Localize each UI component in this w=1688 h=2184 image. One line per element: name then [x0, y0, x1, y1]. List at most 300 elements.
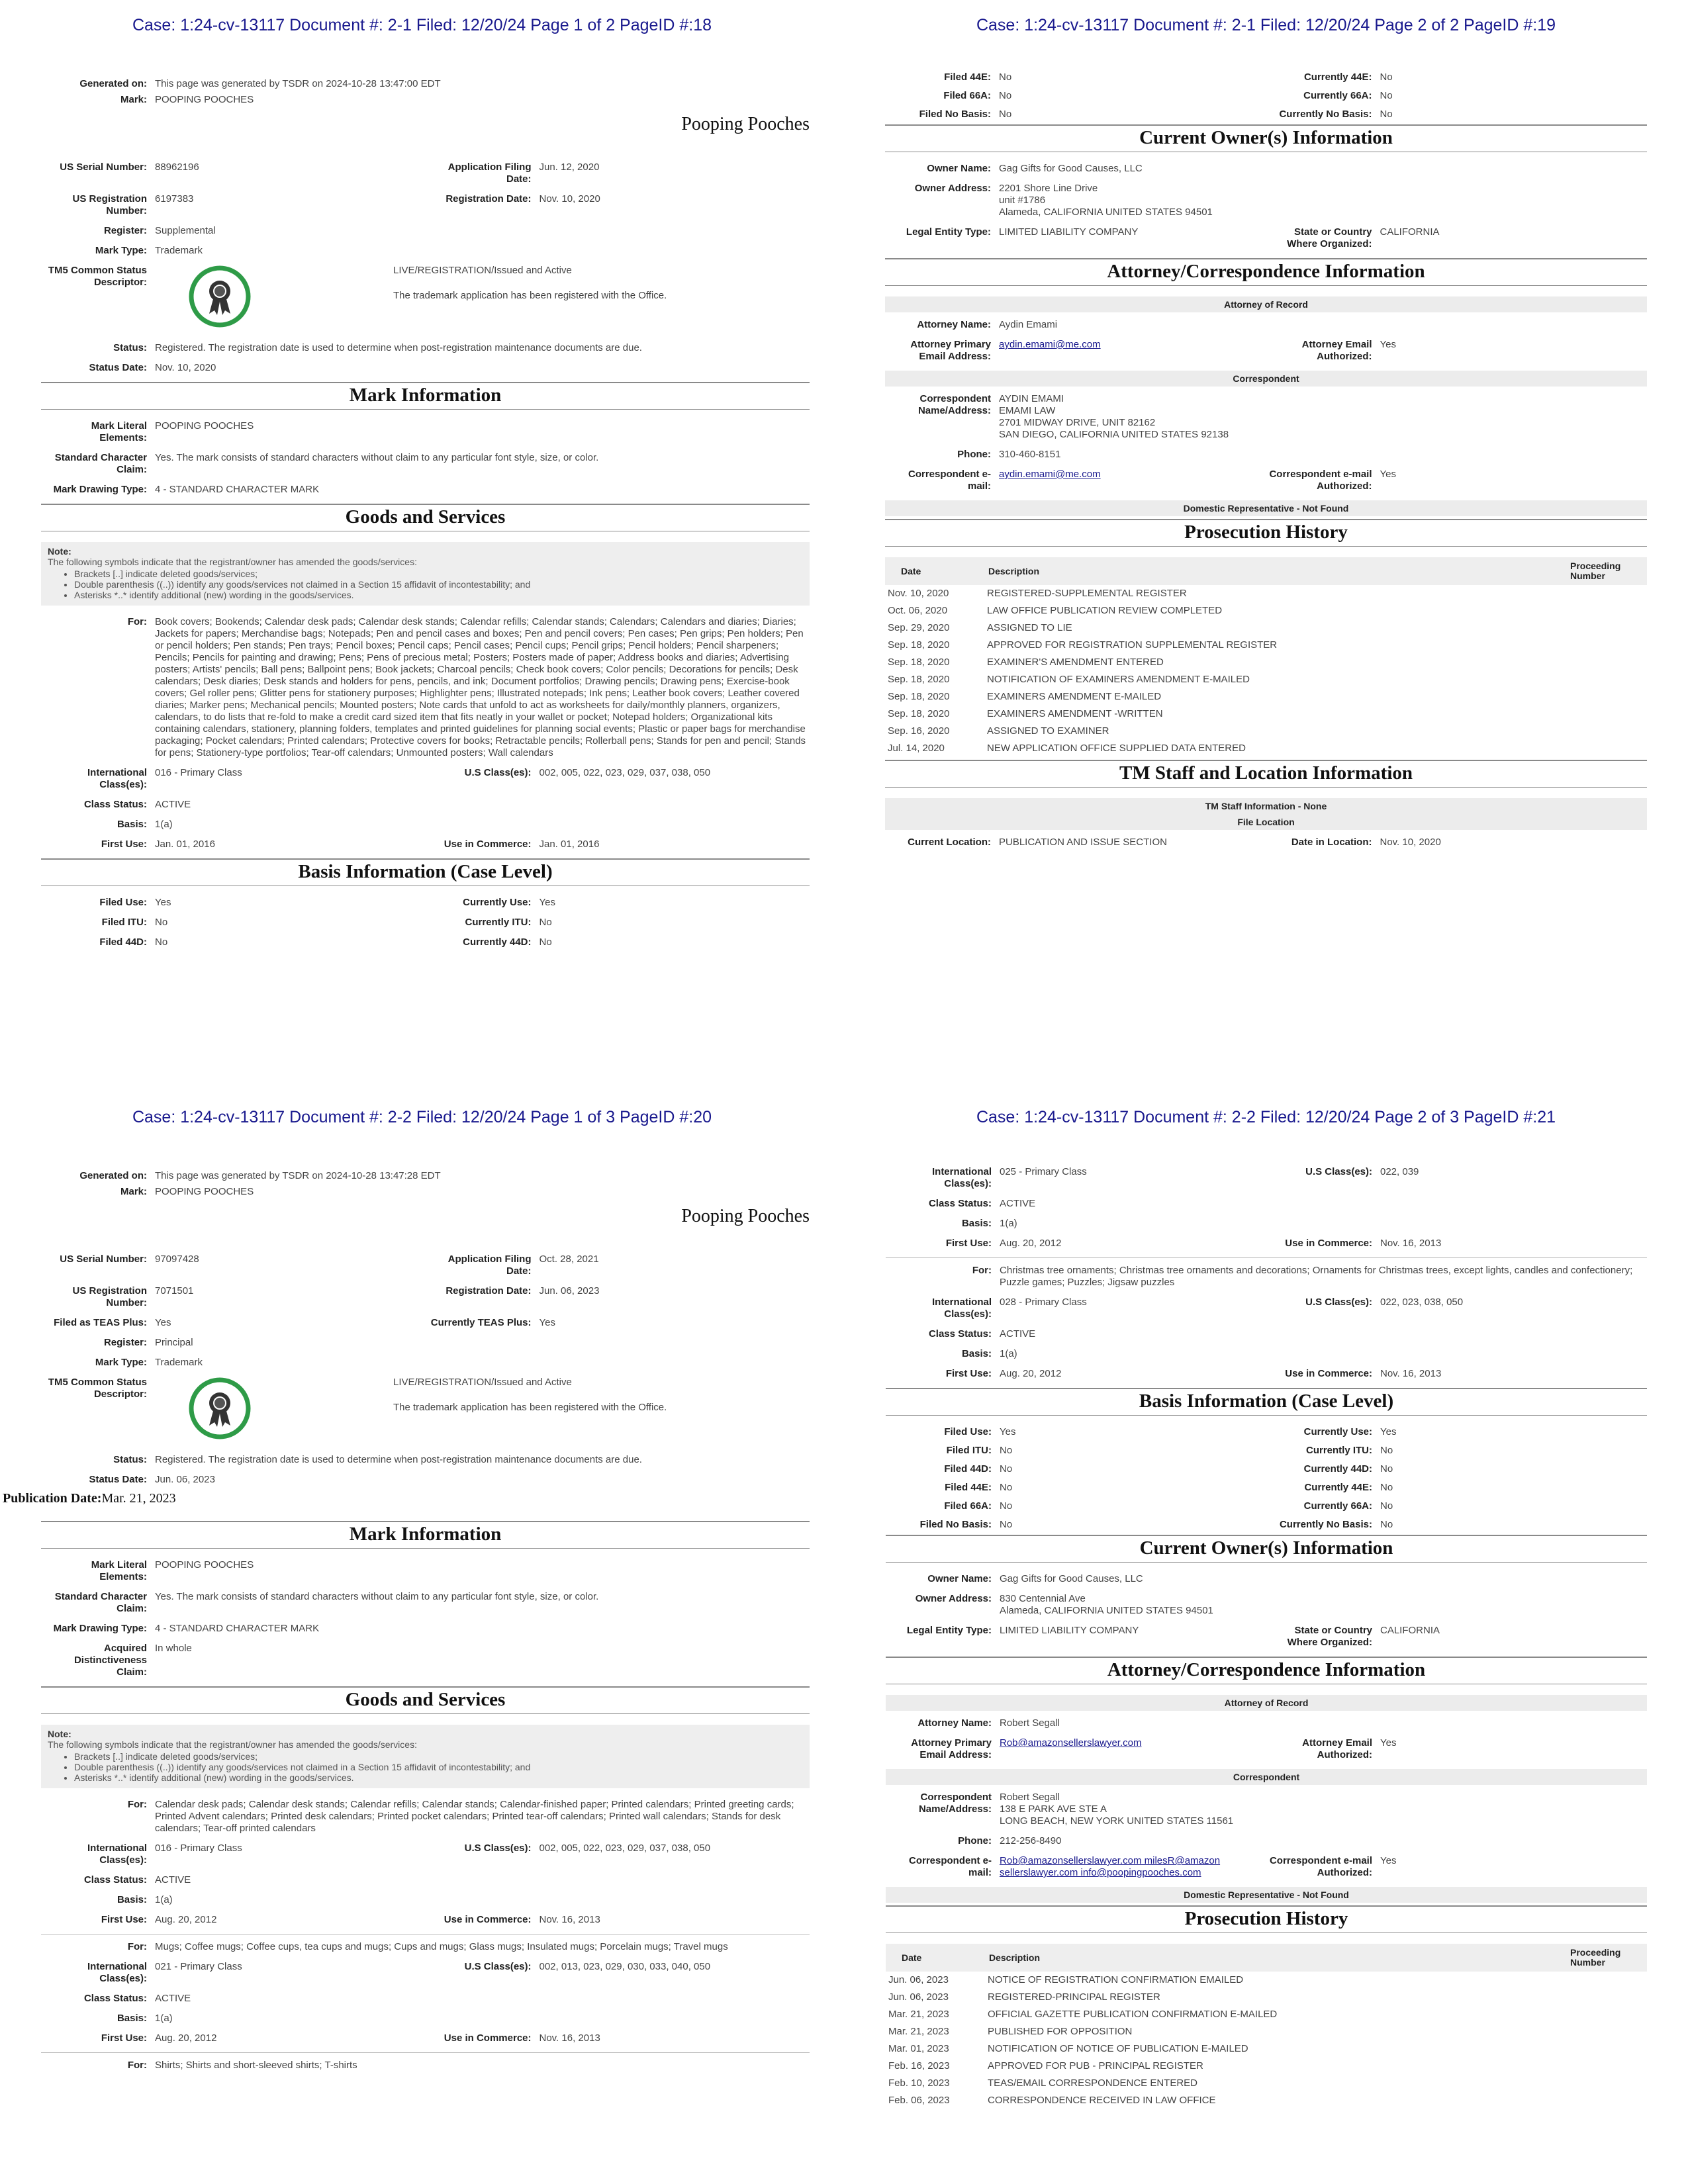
- class-status-value: ACTIVE: [155, 1874, 191, 1886]
- first-use-label: First Use:: [945, 1368, 992, 1379]
- basis-label: Basis:: [117, 819, 147, 830]
- history-proceeding: [1566, 671, 1647, 688]
- correspondent-value: [999, 393, 1647, 441]
- serial-label: US Serial Number:: [60, 1253, 147, 1265]
- filed-44e-value: No: [999, 71, 1012, 83]
- use-commerce-label: Use in Commerce:: [444, 2032, 532, 2044]
- table-row: [886, 1972, 1647, 1989]
- history-description: NOTIFICATION OF NOTICE OF PUBLICATION E-MAILED: [988, 2043, 1248, 2054]
- th-proceeding: Proceeding Number: [1566, 1944, 1647, 1972]
- section-basis-information: Basis Information (Case Level): [886, 1388, 1647, 1416]
- serial-value: 97097428: [155, 1253, 199, 1265]
- state-org-label: State or Country Where Organized:: [1287, 1625, 1372, 1648]
- for-label: For:: [127, 616, 147, 627]
- use-commerce-label: Use in Commerce:: [444, 1914, 532, 1925]
- filing-date-value: Oct. 28, 2021: [539, 1253, 599, 1265]
- filed-nobasis-label: Filed No Basis:: [919, 109, 991, 120]
- owner-address-label: Owner Address:: [914, 183, 991, 194]
- use-commerce-label: Use in Commerce:: [1285, 1368, 1372, 1379]
- mark-type-label: Mark Type:: [95, 1357, 147, 1368]
- reg-number-value: 6197383: [155, 193, 194, 205]
- generated-label: Generated on:: [79, 1170, 147, 1181]
- history-description: NOTICE OF REGISTRATION CONFIRMATION EMAILED: [988, 1974, 1244, 1985]
- tm5-status: LIVE/REGISTRATION/Issued and Active: [393, 1377, 572, 1388]
- table-row: [886, 2058, 1647, 2075]
- history-proceeding: [1566, 637, 1647, 654]
- class-status-value: ACTIVE: [155, 799, 191, 810]
- domestic-rep-bar: Domestic Representative - Not Found: [885, 500, 1647, 516]
- legal-entity-value: LIMITED LIABILITY COMPANY: [999, 226, 1139, 238]
- history-proceeding: [1566, 740, 1647, 757]
- reg-date-value: Jun. 06, 2023: [539, 1285, 600, 1297]
- first-use-label: First Use:: [945, 1238, 992, 1249]
- address-line: Robert Segall: [1000, 1792, 1060, 1803]
- phone-value: 310-460-8151: [999, 449, 1061, 460]
- currently-nobasis-label: Currently No Basis:: [1279, 109, 1372, 120]
- filed-itu-value: No: [155, 917, 168, 928]
- correspondent-bar: Correspondent: [886, 1769, 1647, 1785]
- history-proceeding: [1566, 705, 1647, 723]
- reg-number-label: US Registration Number:: [72, 1285, 147, 1308]
- filing-date-label: Application Filing Date:: [447, 161, 532, 185]
- table-row: [885, 637, 1647, 654]
- for-label: For:: [972, 1265, 992, 1276]
- history-date: Sep. 18, 2020: [888, 657, 950, 668]
- note-title: Note:: [48, 546, 71, 557]
- history-proceeding: [1566, 602, 1647, 619]
- staff-none-bar: TM Staff Information - None: [885, 798, 1647, 814]
- use-commerce-value: Jan. 01, 2016: [539, 839, 600, 850]
- use-commerce-value: Nov. 16, 2013: [539, 2032, 600, 2044]
- tm5-status: LIVE/REGISTRATION/Issued and Active: [393, 265, 572, 276]
- current-location-label: Current Location:: [908, 837, 991, 848]
- note-item: • Asterisks *..* identify additional (new) wording in the goods/services.: [74, 1772, 803, 1783]
- for-label: For:: [127, 2060, 147, 2071]
- currently-44d-value: No: [1380, 1463, 1393, 1475]
- filed-use-label: Filed Use:: [944, 1426, 992, 1437]
- us-class-value: 002, 013, 023, 029, 030, 033, 040, 050: [539, 1961, 711, 1972]
- filed-44d-value: No: [155, 936, 168, 948]
- register-value: Principal: [155, 1337, 193, 1348]
- document-page-4: [844, 1092, 1688, 2184]
- basis-label: Basis:: [117, 1894, 147, 1905]
- history-proceeding: [1566, 2075, 1647, 2092]
- first-use-value: Aug. 20, 2012: [155, 1914, 217, 1925]
- history-proceeding: [1566, 619, 1647, 637]
- attorney-email-auth-value: Yes: [1380, 339, 1396, 350]
- first-use-value: Aug. 20, 2012: [1000, 1238, 1062, 1249]
- note-item: • Brackets [..] indicate deleted goods/services;: [74, 1751, 803, 1762]
- filed-44d-value: No: [1000, 1463, 1013, 1475]
- history-date: Jun. 06, 2023: [888, 1974, 949, 1985]
- tm5-label: TM5 Common Status Descriptor:: [48, 1377, 147, 1400]
- history-description: APPROVED FOR PUB - PRINCIPAL REGISTER: [988, 2060, 1203, 2071]
- use-commerce-value: Nov. 16, 2013: [539, 1914, 600, 1925]
- class-status-label: Class Status:: [83, 1993, 147, 2004]
- mark-type-label: Mark Type:: [95, 245, 147, 256]
- reg-date-value: Nov. 10, 2020: [539, 193, 600, 205]
- history-proceeding: [1566, 585, 1647, 602]
- basis-value: 1(a): [1000, 1218, 1017, 1229]
- mark-literal-label: Mark Literal Elements:: [91, 1559, 147, 1582]
- serial-label: US Serial Number:: [60, 161, 147, 173]
- history-description: EXAMINER'S AMENDMENT ENTERED: [987, 657, 1164, 668]
- current-location-value: PUBLICATION AND ISSUE SECTION: [999, 837, 1167, 848]
- intl-class-value: 025 - Primary Class: [1000, 1166, 1087, 1177]
- first-use-label: First Use:: [101, 1914, 147, 1925]
- address-line: Alameda, CALIFORNIA UNITED STATES 94501: [1000, 1605, 1213, 1616]
- table-row: [885, 619, 1647, 637]
- case-header: Case: 1:24-cv-13117 Document #: 2-2 Filed: 12/20/24 Page 2 of 3 PageID #:21: [976, 1108, 1556, 1126]
- generated-value: This page was generated by TSDR on 2024-10-28 13:47:00 EDT: [155, 78, 441, 89]
- reg-date-label: Registration Date:: [445, 1285, 532, 1297]
- us-class-value: 002, 005, 022, 023, 029, 037, 038, 050: [539, 767, 711, 778]
- th-description: Description: [984, 557, 1566, 585]
- goods-for-value: Calendar desk pads; Calendar desk stands; Calendar refills; Calendar stands; Calendar-finished paper; Printed calendars; Printed greeting cards; Printed Advent calendars; Printed desk calendars; Printed pocket calendars; Printed tear-off calendars; Printed wall calendars; Stands for desk calendars; Tear-off printed calendars: [155, 1799, 794, 1834]
- history-date: Oct. 06, 2020: [888, 605, 948, 616]
- attorney-email-auth-value: Yes: [1380, 1737, 1397, 1749]
- note-item: • Asterisks *..* identify additional (new) wording in the goods/services.: [74, 590, 803, 600]
- owner-name-label: Owner Name:: [927, 1573, 992, 1584]
- mark-type-value: Trademark: [155, 1357, 203, 1368]
- mark-label: Mark:: [120, 1186, 147, 1197]
- state-org-value: CALIFORNIA: [1380, 226, 1440, 238]
- section-goods-services: Goods and Services: [41, 504, 810, 531]
- mark-image: Pooping Pooches: [681, 114, 810, 134]
- attorney-email-link[interactable]: Rob@amazonsellerslawyer.com: [1000, 1737, 1142, 1749]
- owner-address-label: Owner Address:: [915, 1593, 992, 1604]
- history-date: Nov. 10, 2020: [888, 588, 949, 599]
- history-description: PUBLISHED FOR OPPOSITION: [988, 2026, 1133, 2037]
- tm5-label: TM5 Common Status Descriptor:: [48, 265, 147, 288]
- history-date: Mar. 21, 2023: [888, 2009, 949, 2020]
- basis-value: 1(a): [155, 1894, 173, 1905]
- currently-teas-value: Yes: [539, 1317, 555, 1328]
- currently-66a-label: Currently 66A:: [1303, 90, 1372, 101]
- table-row: [885, 654, 1647, 671]
- filed-66a-label: Filed 66A:: [943, 90, 991, 101]
- filed-teas-value: Yes: [155, 1317, 171, 1328]
- case-header: Case: 1:24-cv-13117 Document #: 2-1 Filed: 12/20/24 Page 1 of 2 PageID #:18: [132, 16, 712, 34]
- section-mark-information: Mark Information: [41, 382, 810, 410]
- first-use-value: Aug. 20, 2012: [1000, 1368, 1062, 1379]
- attorney-of-record-bar: Attorney of Record: [886, 1695, 1647, 1711]
- section-owner: Current Owner(s) Information: [885, 124, 1647, 152]
- section-prosecution: Prosecution History: [885, 519, 1647, 547]
- filed-66a-label: Filed 66A:: [944, 1500, 992, 1512]
- filed-44e-label: Filed 44E:: [944, 71, 991, 83]
- class-status-value: ACTIVE: [1000, 1328, 1036, 1340]
- currently-use-value: Yes: [539, 897, 555, 908]
- currently-itu-value: No: [1380, 1445, 1393, 1456]
- history-description: REGISTERED-PRINCIPAL REGISTER: [988, 1991, 1160, 2003]
- currently-44d-label: Currently 44D:: [1303, 1463, 1372, 1475]
- mark-type-value: Trademark: [155, 245, 203, 256]
- standard-char-label: Standard Character Claim:: [54, 452, 147, 475]
- status-date-label: Status Date:: [89, 1474, 147, 1485]
- drawing-type-value: 4 - STANDARD CHARACTER MARK: [155, 1623, 320, 1634]
- acquired-label: Acquired Distinctiveness Claim:: [73, 1643, 147, 1678]
- history-description: ASSIGNED TO EXAMINER: [987, 725, 1109, 737]
- filed-nobasis-label: Filed No Basis:: [919, 1519, 992, 1530]
- basis-label: Basis:: [961, 1348, 992, 1359]
- domestic-rep-bar: Domestic Representative - Not Found: [886, 1887, 1647, 1903]
- section-staff: TM Staff and Location Information: [885, 760, 1647, 788]
- address-line: Alameda, CALIFORNIA UNITED STATES 94501: [999, 206, 1213, 218]
- publication-date: [3, 1491, 810, 1506]
- use-commerce-label: Use in Commerce:: [1285, 1238, 1372, 1249]
- mark-literal-value: POOPING POOCHES: [155, 1559, 254, 1570]
- table-row: [886, 2092, 1647, 2109]
- history-description: ASSIGNED TO LIE: [987, 622, 1072, 633]
- filed-nobasis-value: No: [999, 109, 1012, 120]
- th-date: Date: [885, 557, 984, 585]
- mark-literal-value: POOPING POOCHES: [155, 420, 254, 432]
- phone-label: Phone:: [957, 449, 991, 460]
- standard-char-value: Yes. The mark consists of standard characters without claim to any particular font style, size, or color.: [155, 1591, 599, 1602]
- table-row: [886, 2006, 1647, 2023]
- divider: [41, 2052, 810, 2053]
- class-status-value: ACTIVE: [1000, 1198, 1036, 1209]
- use-commerce-value: Nov. 16, 2013: [1380, 1238, 1442, 1249]
- corr-email-link[interactable]: aydin.emami@me.com: [999, 469, 1101, 480]
- legal-entity-label: Legal Entity Type:: [906, 1625, 992, 1636]
- corr-email-auth-value: Yes: [1380, 469, 1396, 480]
- corr-email-label: Correspondent e-mail:: [908, 1855, 992, 1878]
- intl-class-value: 021 - Primary Class: [155, 1961, 242, 1972]
- basis-label: Basis:: [117, 2013, 147, 2024]
- owner-address-value: [999, 183, 1647, 218]
- us-class-value: 022, 023, 038, 050: [1380, 1297, 1464, 1308]
- corr-email-label: Correspondent e-mail:: [908, 469, 991, 492]
- status-date-label: Status Date:: [89, 362, 147, 373]
- mark-value: POOPING POOCHES: [155, 1186, 254, 1197]
- phone-label: Phone:: [958, 1835, 992, 1846]
- section-mark-information: Mark Information: [41, 1521, 810, 1549]
- currently-66a-value: No: [1380, 90, 1393, 101]
- history-date: Sep. 18, 2020: [888, 708, 950, 719]
- goods-for-value: Mugs; Coffee mugs; Coffee cups, tea cups and mugs; Cups and mugs; Glass mugs; Insulated mugs; Porcelain mugs; Travel mugs: [155, 1941, 728, 1952]
- currently-use-value: Yes: [1380, 1426, 1397, 1437]
- history-proceeding: [1566, 2006, 1647, 2023]
- address-line: AYDIN EMAMI: [999, 393, 1064, 404]
- date-in-location-value: Nov. 10, 2020: [1380, 837, 1441, 848]
- us-class-label: U.S Class(es):: [464, 767, 532, 778]
- correspondent-value: [1000, 1792, 1647, 1827]
- currently-44d-label: Currently 44D:: [463, 936, 532, 948]
- attorney-email-link[interactable]: aydin.emami@me.com: [999, 339, 1101, 350]
- owner-name-value: Gag Gifts for Good Causes, LLC: [1000, 1573, 1143, 1584]
- history-proceeding: [1566, 2058, 1647, 2075]
- note-item: • Double parenthesis ((..)) identify any goods/services not claimed in a Section 15 affidavit of incontestability; and: [74, 1762, 803, 1772]
- basis-value: 1(a): [155, 2013, 173, 2024]
- us-class-label: U.S Class(es):: [1305, 1297, 1372, 1308]
- history-date: Mar. 21, 2023: [888, 2026, 949, 2037]
- note-item: • Double parenthesis ((..)) identify any goods/services not claimed in a Section 15 affidavit of incontestability; and: [74, 579, 803, 590]
- history-date: Feb. 10, 2023: [888, 2077, 950, 2089]
- us-class-label: U.S Class(es):: [464, 1961, 532, 1972]
- address-line: SAN DIEGO, CALIFORNIA UNITED STATES 92138: [999, 429, 1229, 440]
- case-header: Case: 1:24-cv-13117 Document #: 2-2 Filed: 12/20/24 Page 1 of 3 PageID #:20: [132, 1108, 712, 1126]
- legal-entity-value: LIMITED LIABILITY COMPANY: [1000, 1625, 1139, 1636]
- state-org-value: CALIFORNIA: [1380, 1625, 1440, 1636]
- history-proceeding: [1566, 2092, 1647, 2109]
- mark-image: Pooping Pooches: [681, 1206, 810, 1226]
- history-date: Sep. 16, 2020: [888, 725, 950, 737]
- filed-44d-label: Filed 44D:: [944, 1463, 992, 1475]
- document-page-1: [0, 0, 844, 1092]
- table-row: [886, 2075, 1647, 2092]
- table-row: [886, 2040, 1647, 2058]
- intl-class-label: International Class(es):: [931, 1166, 992, 1189]
- attorney-name-value: Robert Segall: [1000, 1717, 1060, 1729]
- history-proceeding: [1566, 1989, 1647, 2006]
- address-line: 138 E PARK AVE STE A: [1000, 1803, 1107, 1815]
- currently-44d-value: No: [539, 936, 552, 948]
- address-line: 2701 MIDWAY DRIVE, UNIT 82162: [999, 417, 1156, 428]
- intl-class-value: 016 - Primary Class: [155, 767, 242, 778]
- intl-class-value: 028 - Primary Class: [1000, 1297, 1087, 1308]
- table-row: [885, 688, 1647, 705]
- standard-char-label: Standard Character Claim:: [54, 1591, 147, 1614]
- history-proceeding: [1566, 654, 1647, 671]
- corr-email-link[interactable]: sellerslawyer.com info@poopingpooches.com: [1000, 1867, 1201, 1878]
- history-date: Jul. 14, 2020: [888, 743, 945, 754]
- for-label: For:: [127, 1799, 147, 1810]
- history-description: NEW APPLICATION OFFICE SUPPLIED DATA ENTERED: [987, 743, 1246, 754]
- address-line: EMAMI LAW: [999, 405, 1056, 416]
- status-date-value: Nov. 10, 2020: [155, 362, 216, 373]
- status-value: Registered. The registration date is used to determine when post-registration maintenance documents are due.: [155, 1454, 642, 1465]
- owner-address-value: [1000, 1593, 1647, 1617]
- currently-44e-label: Currently 44E:: [1304, 1482, 1372, 1493]
- class-status-label: Class Status:: [83, 1874, 147, 1886]
- first-use-label: First Use:: [101, 839, 147, 850]
- history-description: TEAS/EMAIL CORRESPONDENCE ENTERED: [988, 2077, 1197, 2089]
- filed-44d-label: Filed 44D:: [99, 936, 147, 948]
- correspondent-bar: Correspondent: [885, 371, 1647, 387]
- owner-name-value: Gag Gifts for Good Causes, LLC: [999, 163, 1143, 174]
- publication-date-value: Mar. 21, 2023: [101, 1491, 176, 1506]
- award-ribbon-icon: [155, 1377, 393, 1443]
- amendment-note: [41, 1725, 810, 1788]
- history-date: Feb. 06, 2023: [888, 2095, 950, 2106]
- note-intro: The following symbols indicate that the registrant/owner has amended the goods/services:: [48, 557, 417, 567]
- note-item: • Brackets [..] indicate deleted goods/services;: [74, 569, 803, 579]
- currently-itu-label: Currently ITU:: [465, 917, 532, 928]
- currently-itu-label: Currently ITU:: [1305, 1445, 1372, 1456]
- us-class-label: U.S Class(es):: [1305, 1166, 1372, 1177]
- serial-value: 88962196: [155, 161, 199, 173]
- us-class-value: 022, 039: [1380, 1166, 1419, 1177]
- legal-entity-label: Legal Entity Type:: [906, 226, 991, 238]
- goods-for-value: Christmas tree ornaments; Christmas tree ornaments and decorations; Ornaments for Christmas trees, except lights, candles and confectionery; Puzzle games; Puzzles; Jigsaw puzzles: [1000, 1265, 1633, 1288]
- currently-nobasis-value: No: [1380, 1519, 1393, 1530]
- document-page-3: [0, 1092, 844, 2184]
- filed-use-label: Filed Use:: [99, 897, 147, 908]
- history-date: Sep. 29, 2020: [888, 622, 950, 633]
- generated-value: This page was generated by TSDR on 2024-10-28 13:47:28 EDT: [155, 1170, 441, 1181]
- currently-44e-value: No: [1380, 1482, 1393, 1493]
- correspondent-label: Correspondent Name/Address:: [918, 1792, 992, 1815]
- owner-name-label: Owner Name:: [927, 163, 991, 174]
- filed-66a-value: No: [1000, 1500, 1013, 1512]
- us-class-value: 002, 005, 022, 023, 029, 037, 038, 050: [539, 1843, 711, 1854]
- drawing-type-label: Mark Drawing Type:: [53, 1623, 147, 1634]
- history-description: NOTIFICATION OF EXAMINERS AMENDMENT E-MAILED: [987, 674, 1250, 685]
- th-date: Date: [886, 1944, 985, 1972]
- table-row: [885, 705, 1647, 723]
- use-commerce-value: Nov. 16, 2013: [1380, 1368, 1442, 1379]
- table-row: [885, 585, 1647, 602]
- note-title: Note:: [48, 1729, 71, 1739]
- corr-email-value: [1000, 1855, 1266, 1879]
- state-org-label: State or Country Where Organized:: [1287, 226, 1372, 250]
- filed-itu-label: Filed ITU:: [101, 917, 147, 928]
- register-label: Register:: [103, 225, 147, 236]
- attorney-name-label: Attorney Name:: [917, 319, 991, 330]
- history-date: Mar. 01, 2023: [888, 2043, 949, 2054]
- address-line: 2201 Shore Line Drive: [999, 183, 1098, 194]
- amendment-note: [41, 542, 810, 606]
- section-basis-information: Basis Information (Case Level): [41, 858, 810, 886]
- file-location-bar: File Location: [885, 814, 1647, 830]
- attorney-email-auth-label: Attorney Email Authorized:: [1302, 1737, 1372, 1760]
- attorney-email-auth-label: Attorney Email Authorized:: [1301, 339, 1372, 362]
- reg-number-label: US Registration Number:: [72, 193, 147, 216]
- history-date: Feb. 16, 2023: [888, 2060, 950, 2071]
- filed-44e-value: No: [1000, 1482, 1013, 1493]
- table-row: [886, 2023, 1647, 2040]
- class-status-label: Class Status:: [928, 1328, 992, 1340]
- intl-class-value: 016 - Primary Class: [155, 1843, 242, 1854]
- basis-value: 1(a): [155, 819, 173, 830]
- filed-itu-label: Filed ITU:: [946, 1445, 992, 1456]
- currently-66a-value: No: [1380, 1500, 1393, 1512]
- goods-for-value: Book covers; Bookends; Calendar desk pads; Calendar desk stands; Calendar refills; Calendar stands; Calendars; Calendars and diaries; Diaries; Jackets for papers; Merchandise bags; Notepads; Pen and pencil cases and boxes; Pen and pencil covers; Pen cases; Pen grips; Pen holders; Pen or pencil holders; Pen stands; Pen trays; Pencil boxes; Pencil caps; Pencil cases; Pencil cups; Pencil grips; Pencil holders; Pencil sharpeners; Pencils; Pencils for painting and drawing; Pens; Pens of precious metal; Posters; Posters made of paper; Address books and diaries; Advertising posters; Artists' pencils; Ball pens; Ballpoint pens; Book jackets; Charcoal pencils; Check book covers; Color pencils; Decorations for pencils; Desk calendars; Desk diaries; Desk stands and holders for pens, pencils, and ink; Document portfolios; Drawing pencils; Drawing pens; Exercise-book covers; Gel roller pens; Glitter pens for stationery purposes; Highlighter pens; Illustrated notepads; Ink pens; Leather book covers; Leather covered diaries; Marker pens; Mechanical pencils; Mounted posters; Note cards that unfold to act as worksheets for daily/monthly planners, organizers, calendars, to do lists that re-fold to make a credit card sized item that fits neatly in your wallet or pocket; Notepad holders; Organizational kits containing calendars, stationery, planning folders, templates and printed guidelines for planning social events; Plastic or paper bags for merchandise packaging; Pocket calendars; Printed calendars; Protective covers for books; Retractable pencils; Rollerball pens; Stands for pen and pencil; Stands for pens; Stationery-type portfolios; Tear-off calendars; Unmounted posters; Wall calendars: [155, 616, 806, 758]
- corr-email-link[interactable]: Rob@amazonsellerslawyer.com milesR@amazon: [1000, 1855, 1221, 1866]
- filed-66a-value: No: [999, 90, 1012, 101]
- history-proceeding: [1566, 2023, 1647, 2040]
- divider: [886, 1257, 1647, 1258]
- history-date: Sep. 18, 2020: [888, 674, 950, 685]
- generated-label: Generated on:: [79, 78, 147, 89]
- history-description: CORRESPONDENCE RECEIVED IN LAW OFFICE: [988, 2095, 1216, 2106]
- address-line: LONG BEACH, NEW YORK UNITED STATES 11561: [1000, 1815, 1234, 1827]
- history-description: EXAMINERS AMENDMENT E-MAILED: [987, 691, 1162, 702]
- section-attorney: Attorney/Correspondence Information: [886, 1657, 1647, 1684]
- th-description: Description: [985, 1944, 1566, 1972]
- attorney-of-record-bar: Attorney of Record: [885, 296, 1647, 312]
- reg-number-value: 7071501: [155, 1285, 194, 1297]
- mark-literal-label: Mark Literal Elements:: [91, 420, 147, 443]
- filed-teas-label: Filed as TEAS Plus:: [54, 1317, 147, 1328]
- history-date: Sep. 18, 2020: [888, 639, 950, 651]
- prosecution-table: [886, 1944, 1647, 2109]
- drawing-type-label: Mark Drawing Type:: [53, 484, 147, 495]
- currently-itu-value: No: [539, 917, 552, 928]
- attorney-name-value: Aydin Emami: [999, 319, 1058, 330]
- section-goods-services: Goods and Services: [41, 1686, 810, 1714]
- table-row: [886, 1989, 1647, 2006]
- filed-nobasis-value: No: [1000, 1519, 1013, 1530]
- section-owner: Current Owner(s) Information: [886, 1535, 1647, 1563]
- publication-date-label: Publication Date:: [3, 1491, 102, 1506]
- class-status-label: Class Status:: [928, 1198, 992, 1209]
- document-page-2: [844, 0, 1688, 1092]
- corr-email-auth-label: Correspondent e-mail Authorized:: [1269, 469, 1372, 492]
- table-row: [885, 602, 1647, 619]
